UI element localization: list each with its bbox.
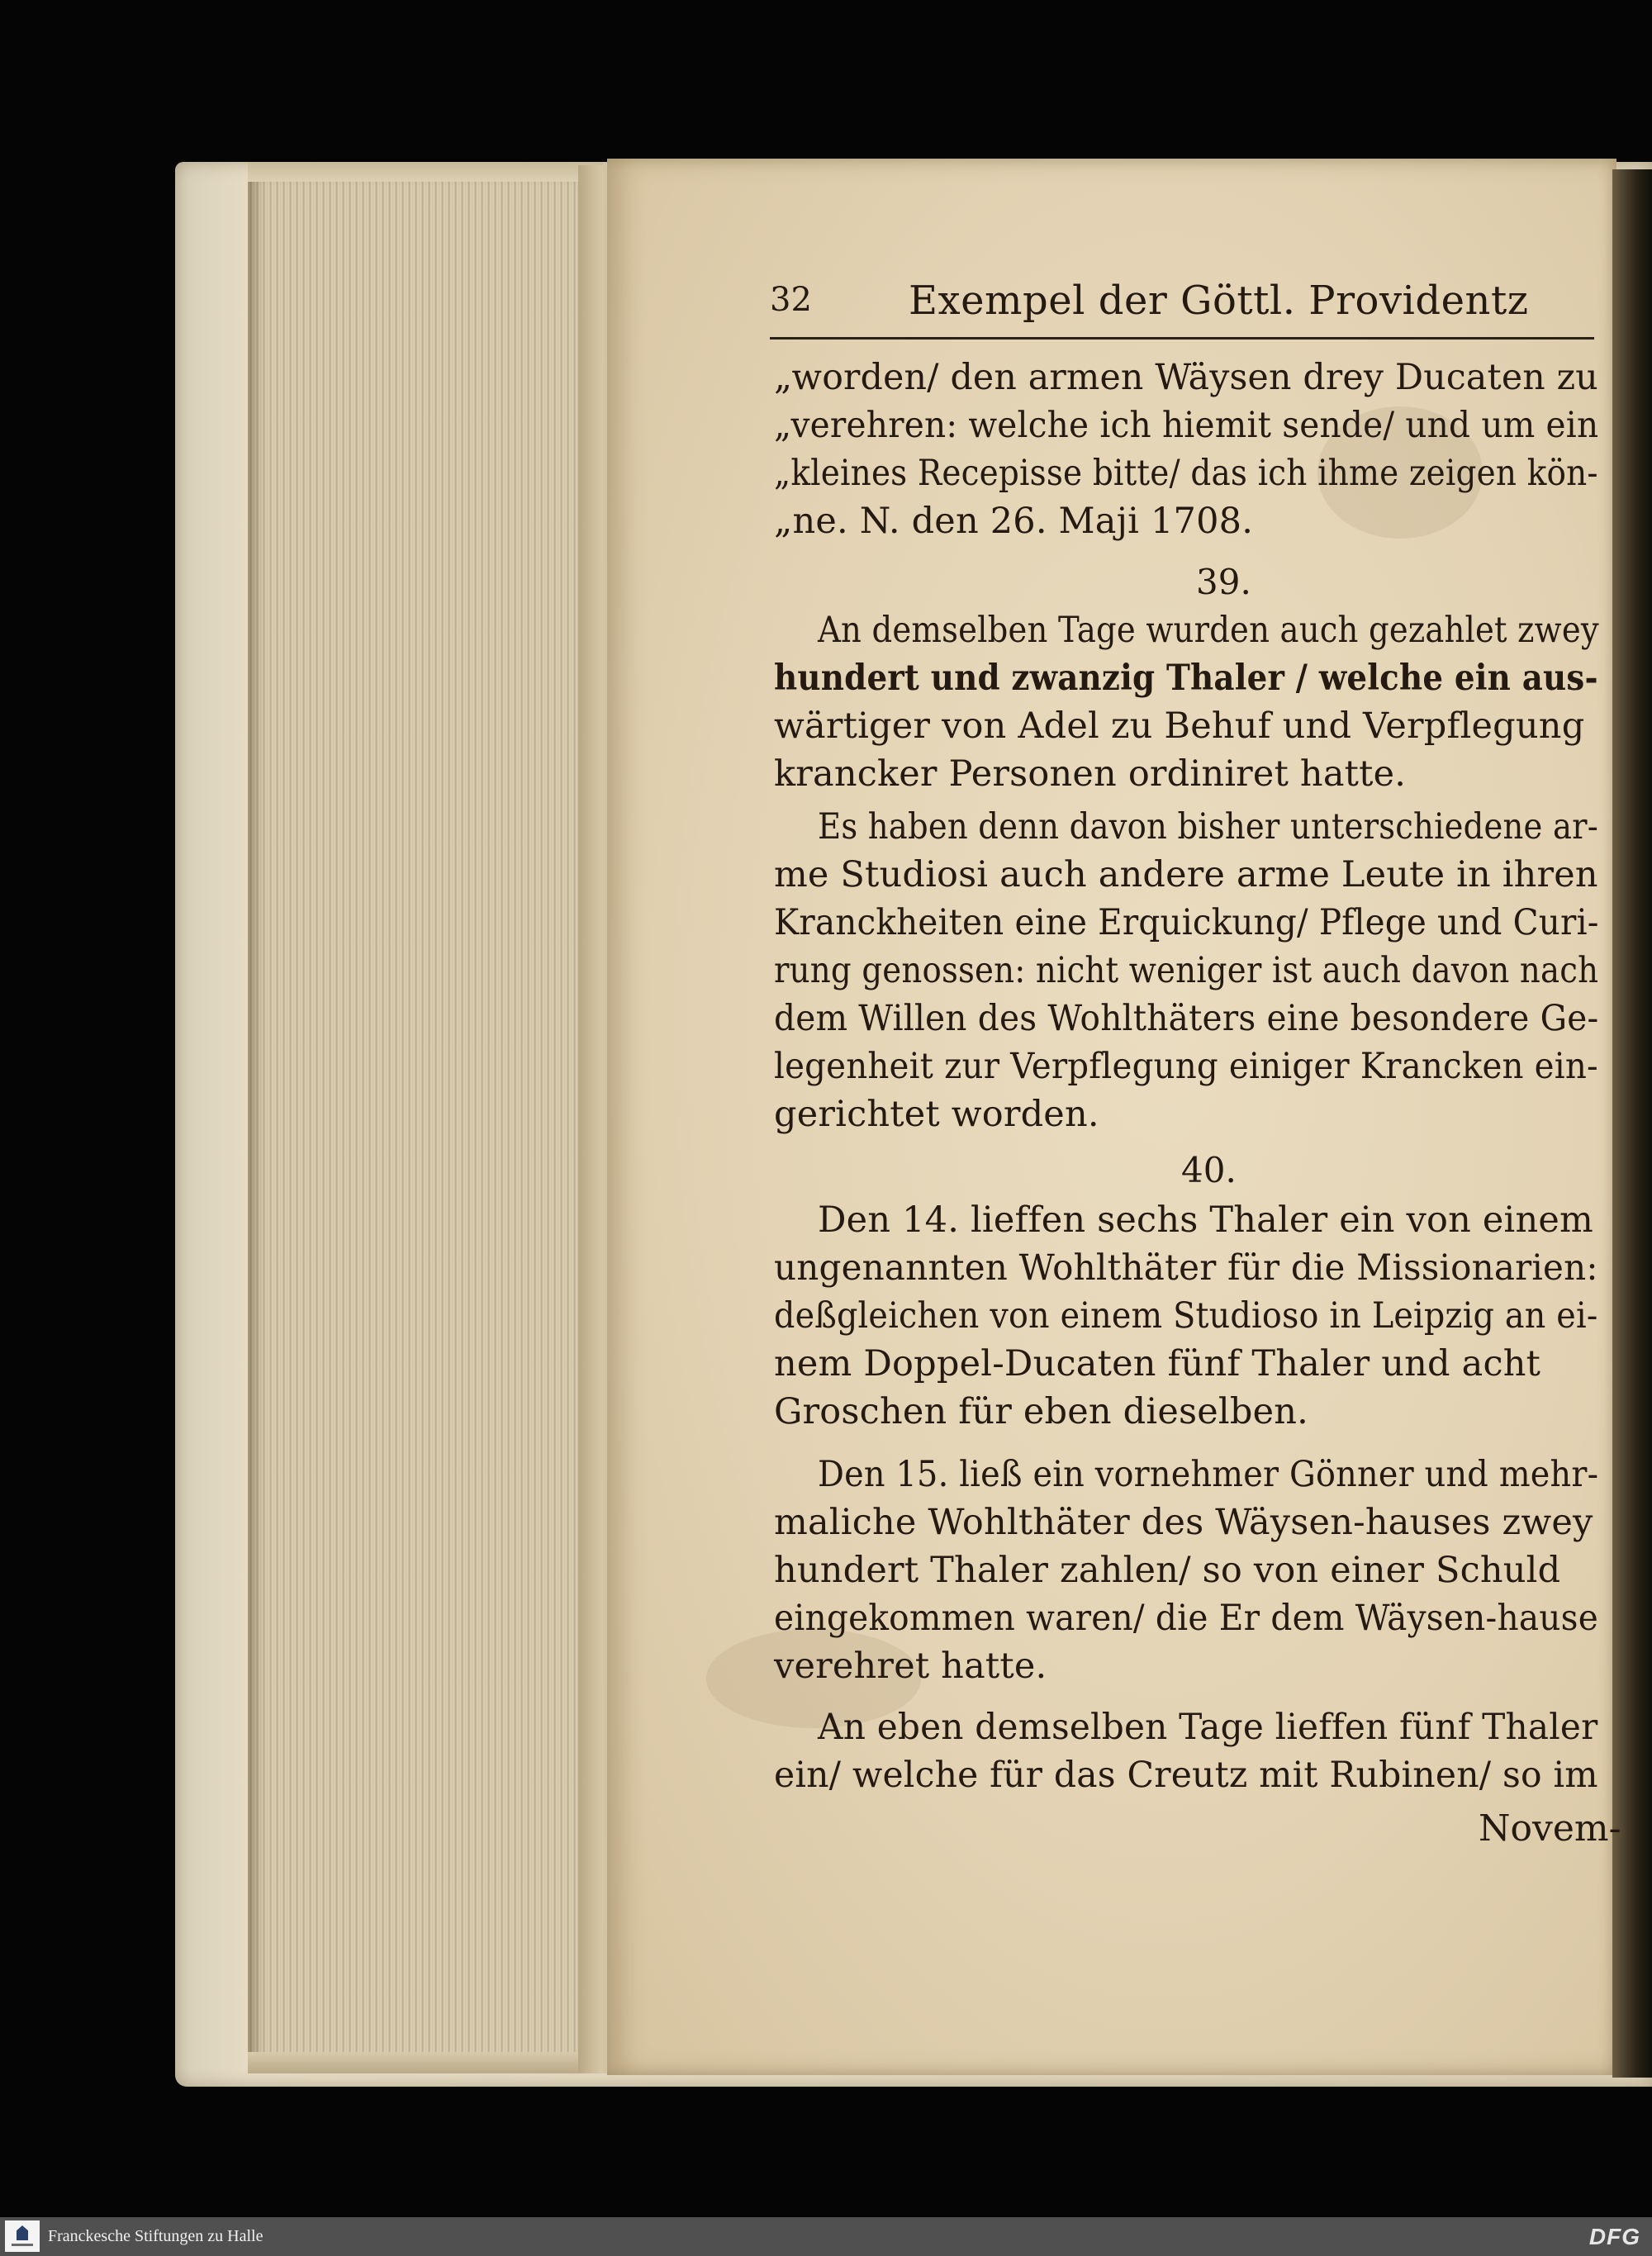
text-line: Es haben denn davon bisher unterschiedene ar- [818,806,1598,848]
text-line: „ne. N. den 26. Maji 1708. [774,501,1254,542]
text-line: krancker Personen ordiniret hatte. [774,753,1407,795]
text-line: maliche Wohlthäter des Wäysen-hauses zwey [774,1502,1593,1543]
section-number: 40. [1181,1150,1237,1190]
institution-name[interactable]: Franckesche Stiftungen zu Halle [48,2227,263,2245]
page-number: 32 [770,281,812,319]
text-line: eingekommen waren/ die Er dem Wäysen-hause [774,1598,1598,1639]
text-line: „worden/ den armen Wäysen drey Ducaten zu [774,357,1598,398]
building-icon [17,2225,28,2240]
page-edges-bottom [248,2052,603,2073]
text-line: Groschen für eben dieselben. [774,1391,1308,1432]
text-line: wärtiger von Adel zu Behuf und Verpflegung [774,705,1585,747]
catchword: Novem- [1479,1807,1621,1850]
text-line: dem Willen des Wohlthäters eine besondere Ge- [774,998,1599,1039]
text-line: gerichtet worden. [774,1094,1099,1135]
running-head [770,278,1596,327]
text-line: hundert Thaler zahlen/ so von einer Schuld [774,1550,1561,1591]
text-line: hundert und zwanzig Thaler / welche ein aus- [774,658,1598,699]
text-line: rung genossen: nicht weniger ist auch davon nach [774,950,1599,991]
text-line: „verehren: welche ich hiemit sende/ und um ein [774,405,1599,446]
text-line: An demselben Tage wurden auch gezahlet zwey [818,610,1599,651]
page-right-edge [1612,169,1652,2078]
logo-bar [12,2244,33,2246]
running-head-title: Exempel der Göttl. Providentz [909,278,1529,324]
text-line: ein/ welche für das Creutz mit Rubinen/ so im [774,1755,1598,1796]
text-line: legenheit zur Verpflegung einiger Krancken ein- [774,1046,1598,1087]
viewer-footer [0,2217,1652,2256]
text-line: verehret hatte. [774,1646,1047,1687]
text-line: ungenannten Wohlthäter für die Missionarien: [774,1247,1598,1289]
text-line: An eben demselben Tage lieffen fünf Thaler [818,1707,1598,1748]
text-line: Den 15. ließ ein vornehmer Gönner und mehr- [818,1454,1599,1495]
page-edges-top [248,162,603,182]
text-line: deßgleichen von einem Studioso in Leipzig an ei- [774,1295,1598,1337]
text-line: Kranckheiten eine Erquickung/ Pflege und Curi- [774,902,1599,943]
text-line: „kleines Recepisse bitte/ das ich ihme zeigen kön- [774,453,1598,494]
dfg-logo[interactable]: DFG [1588,2224,1640,2249]
text-line: Den 14. lieffen sechs Thaler ein von einem [818,1199,1594,1241]
page-edges [248,169,603,2069]
text-line: me Studiosi auch andere arme Leute in ihren [774,854,1598,895]
section-number: 39. [1196,562,1251,602]
institution-logo[interactable] [5,2220,40,2252]
text-line: nem Doppel-Ducaten fünf Thaler und acht [774,1343,1541,1384]
header-rule [770,337,1594,340]
